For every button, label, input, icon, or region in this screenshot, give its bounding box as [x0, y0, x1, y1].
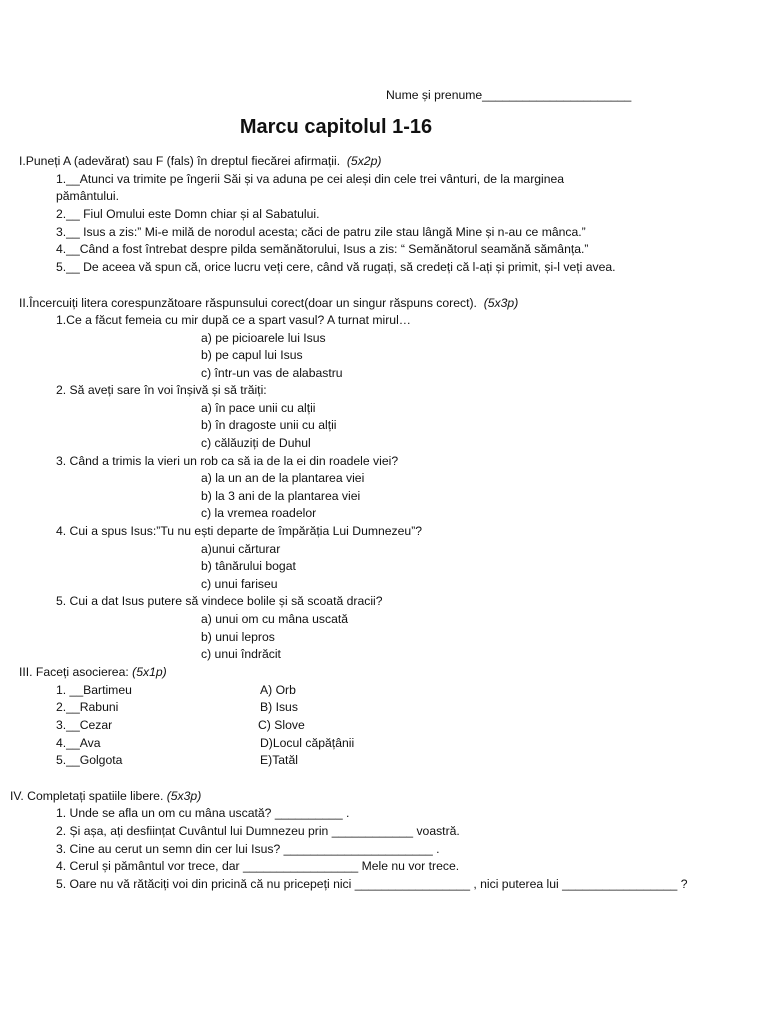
- section1-points: (5x2p): [346, 154, 382, 168]
- section1-item-2: 2.__ Fiul Omului este Domn chiar și al Sabatului.: [56, 207, 320, 221]
- match-left-1[interactable]: 1. __Bartimeu: [56, 683, 132, 697]
- question-1-option-b[interactable]: b) pe capul lui Isus: [201, 348, 303, 362]
- section1-heading: [19, 153, 381, 170]
- match-right-b: B) Isus: [260, 700, 298, 714]
- question-2-option-b[interactable]: b) în dragoste unii cu alții: [201, 418, 337, 432]
- section2-question-4: 4. Cui a spus Isus:”Tu nu ești departe de împărăția Lui Dumnezeu”?: [56, 524, 423, 538]
- section2-points: (5x3p): [483, 296, 519, 310]
- question-5-option-b[interactable]: b) unui lepros: [201, 630, 275, 644]
- question-3-option-a[interactable]: a) la un an de la plantarea viei: [201, 471, 365, 485]
- section2-question-3: 3. Când a trimis la vieri un rob ca să ia de la ei din roadele viei?: [56, 454, 399, 468]
- section2-question-2: 2. Să aveți sare în voi înșivă și să trăiți:: [56, 383, 267, 397]
- section4-heading: [10, 788, 201, 805]
- question-3-option-c[interactable]: c) la vremea roadelor: [201, 506, 317, 520]
- section2-question-1: 1.Ce a făcut femeia cu mir după ce a spart vasul? A turnat mirul…: [56, 313, 411, 327]
- name-field-label: Nume și prenume______________________: [386, 88, 632, 102]
- section2-heading-text: II.Încercuiți litera corespunzătoare răspunsului corect(doar un singur răspuns corect).: [19, 296, 477, 310]
- question-4-option-c[interactable]: c) unui fariseu: [201, 577, 278, 591]
- section1-item-5: 5.__ De aceea vă spun că, orice lucru veți cere, când vă rugați, să credeți că l-ați și primit, și-l veți avea.: [56, 260, 616, 274]
- match-left-4[interactable]: 4.__Ava: [56, 736, 101, 750]
- match-left-5[interactable]: 5.__Golgota: [56, 753, 123, 767]
- section2-heading: [19, 295, 518, 312]
- question-5-option-c[interactable]: c) unui îndrăcit: [201, 647, 281, 661]
- section1-item-1: 1.__Atunci va trimite pe îngerii Săi și va aduna pe cei aleși din cele trei vânturi, de la marginea: [56, 172, 565, 186]
- fill-blank-3[interactable]: 3. Cine au cerut un semn din cer lui Isus? ______________________ .: [56, 842, 440, 856]
- section3-points: (5x1p): [132, 665, 167, 679]
- match-right-c: C) Slove: [258, 718, 305, 732]
- question-3-option-b[interactable]: b) la 3 ani de la plantarea viei: [201, 489, 361, 503]
- question-5-option-a[interactable]: a) unui om cu mâna uscată: [201, 612, 349, 626]
- section1-item-3: 3.__ Isus a zis:” Mi-e milă de norodul acesta; căci de patru zile stau lângă Mine și n-au ce mânca.”: [56, 225, 586, 239]
- fill-blank-4[interactable]: 4. Cerul și pământul vor trece, dar _________________ Mele nu vor trece.: [56, 859, 460, 873]
- page-title: Marcu capitolul 1-16: [239, 116, 433, 138]
- fill-blank-1[interactable]: 1. Unde se afla un om cu mâna uscată? __________ .: [56, 806, 350, 820]
- fill-blank-2[interactable]: 2. Și așa, ați desființat Cuvântul lui Dumnezeu prin ____________ voastră.: [56, 824, 460, 838]
- match-right-d: D)Locul căpățânii: [260, 736, 355, 750]
- section3-heading: [19, 664, 167, 681]
- section4-heading-text: IV. Completați spatiile libere.: [10, 789, 164, 803]
- section4-points: (5x3p): [166, 789, 202, 803]
- section3-heading-text: III. Faceți asocierea:: [19, 665, 129, 679]
- question-2-option-c[interactable]: c) călăuziți de Duhul: [201, 436, 311, 450]
- fill-blank-5[interactable]: 5. Oare nu vă rătăciți voi din pricină că nu pricepeți nici _________________ , nici puterea lui _________________ ?: [56, 877, 688, 891]
- match-right-a: A) Orb: [260, 683, 296, 697]
- question-1-option-c[interactable]: c) într-un vas de alabastru: [201, 366, 343, 380]
- question-4-option-b[interactable]: b) tânărului bogat: [201, 559, 296, 573]
- question-2-option-a[interactable]: a) în pace unii cu alții: [201, 401, 316, 415]
- question-4-option-a[interactable]: a)unui cărturar: [201, 542, 281, 556]
- section1-item-4: 4.__Când a fost întrebat despre pilda semănătorului, Isus a zis: “ Semănătorul seamănă sămânța.”: [56, 242, 589, 256]
- section1-item-1-cont: pământului.: [56, 189, 120, 203]
- section2-question-5: 5. Cui a dat Isus putere să vindece bolile și să scoată dracii?: [56, 594, 383, 608]
- question-1-option-a[interactable]: a) pe picioarele lui Isus: [201, 331, 326, 345]
- section1-heading-text: I.Puneți A (adevărat) sau F (fals) în dreptul fiecărei afirmații.: [19, 154, 341, 168]
- match-left-2[interactable]: 2.__Rabuni: [56, 700, 119, 714]
- match-left-3[interactable]: 3.__Cezar: [56, 718, 113, 732]
- match-right-e: E)Tatăl: [260, 753, 298, 767]
